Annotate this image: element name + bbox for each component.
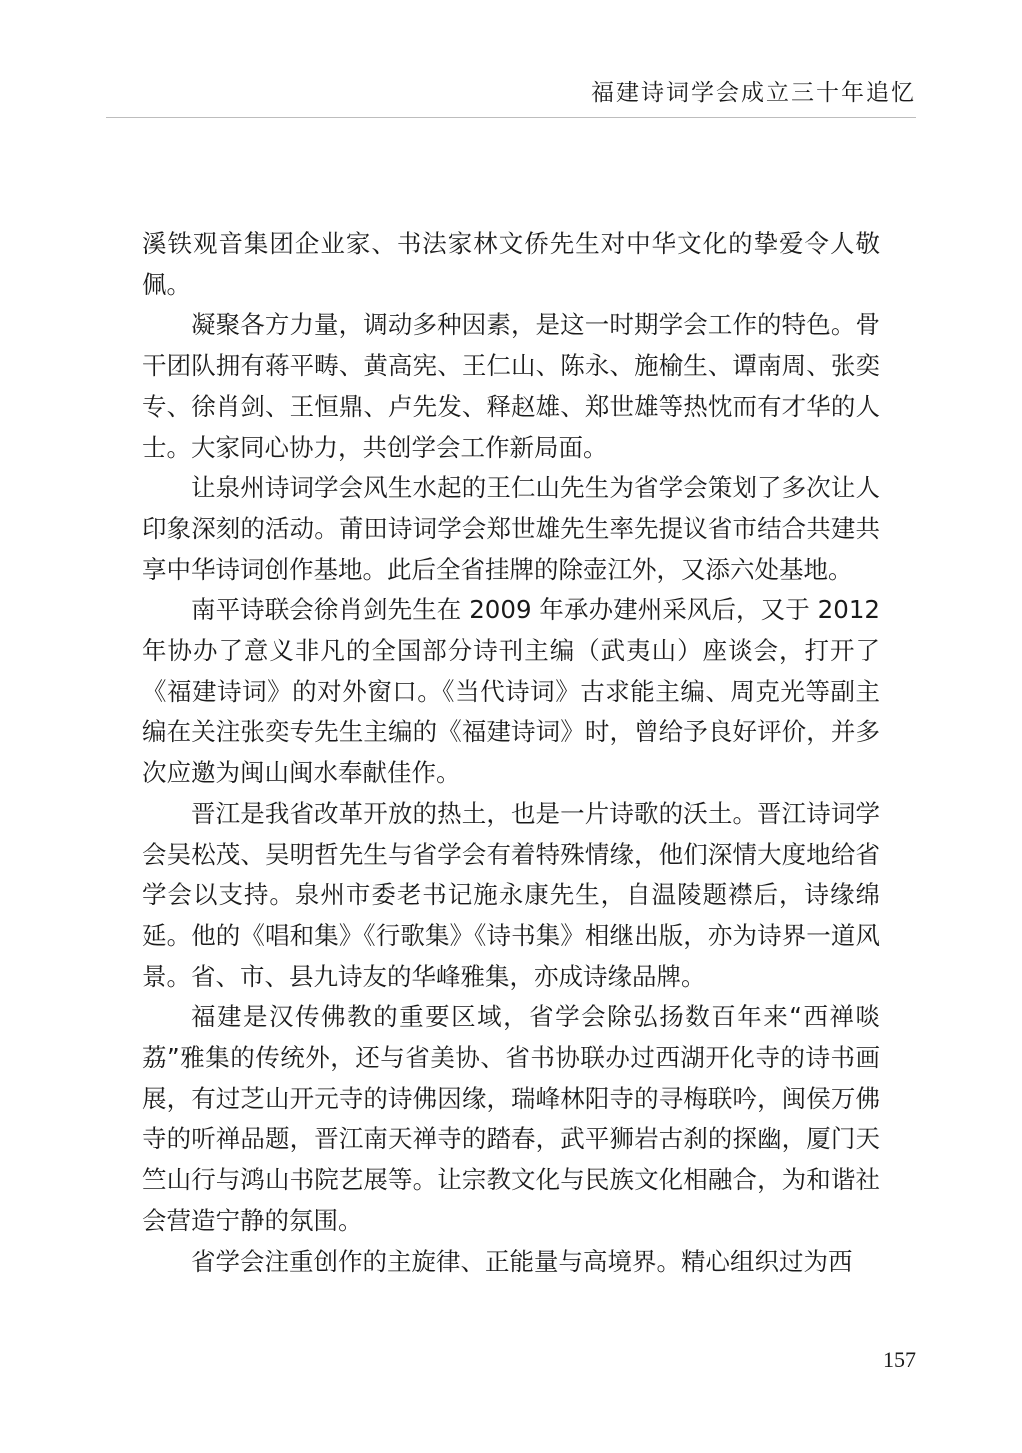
paragraph: 南平诗联会徐肖剑先生在 2009 年承办建州采风后，又于 2012 年协办了意义非凡的全国部分诗刊主编（武夷山）座谈会，打开了《福建诗词》的对外窗口。《当代诗词》古求能主编、周克光等副主编在关注张奕专先生主编的《福建诗词》时，曾给予良好评价，并多次应邀为闽山闽水奉献佳作。 (142, 595, 880, 788)
header-rule (106, 117, 916, 118)
paragraph: 省学会注重创作的主旋律、正能量与高境界。精心组织过为西 (191, 1246, 853, 1276)
body-text (142, 224, 880, 1282)
paragraph: 晋江是我省改革开放的热土，也是一片诗歌的沃土。晋江诗词学会吴松茂、吴明哲先生与省学会有着特殊情缘，他们深情大度地给省学会以支持。泉州市委老书记施永康先生，自温陵题襟后，诗缘绵延。他的《唱和集》《行歌集》《诗书集》相继出版，亦为诗界一道风景。省、市、县九诗友的华峰雅集，亦成诗缘品牌。 (142, 798, 880, 991)
page-number: 157 (883, 1347, 916, 1372)
paragraph: 让泉州诗词学会风生水起的王仁山先生为省学会策划了多次让人印象深刻的活动。莆田诗词学会郑世雄先生率先提议省市结合共建共享中华诗词创作基地。此后全省挂牌的除壶江外，又添六处基地。 (142, 473, 880, 584)
paragraph: 福建是汉传佛教的重要区域，省学会除弘扬数百年来“西禅啖荔”雅集的传统外，还与省美协、省书协联办过西湖开化寺的诗书画展，有过芝山开元寺的诗佛因缘，瑞峰林阳寺的寻梅联吟，闽侯万佛寺的听禅品题，晋江南天禅寺的踏春，武平狮岩古刹的探幽，厦门天竺山行与鸿山书院艺展等。让宗教文化与民族文化相融合，为和谐社会营造宁静的氛围。 (142, 1002, 880, 1235)
paragraph: 凝聚各方力量，调动多种因素，是这一时期学会工作的特色。骨干团队拥有蒋平畴、黄高宪、王仁山、陈永、施榆生、谭南周、张奕专、徐肖剑、王恒鼎、卢先发、释赵雄、郑世雄等热忱而有才华的人士。大家同心协力，共创学会工作新局面。 (142, 310, 880, 462)
running-header: 福建诗词学会成立三十年追忆 (591, 80, 916, 106)
paragraph-continued: 溪铁观音集团企业家、书法家林文侨先生对中华文化的挚爱令人敬佩。 (142, 229, 880, 299)
